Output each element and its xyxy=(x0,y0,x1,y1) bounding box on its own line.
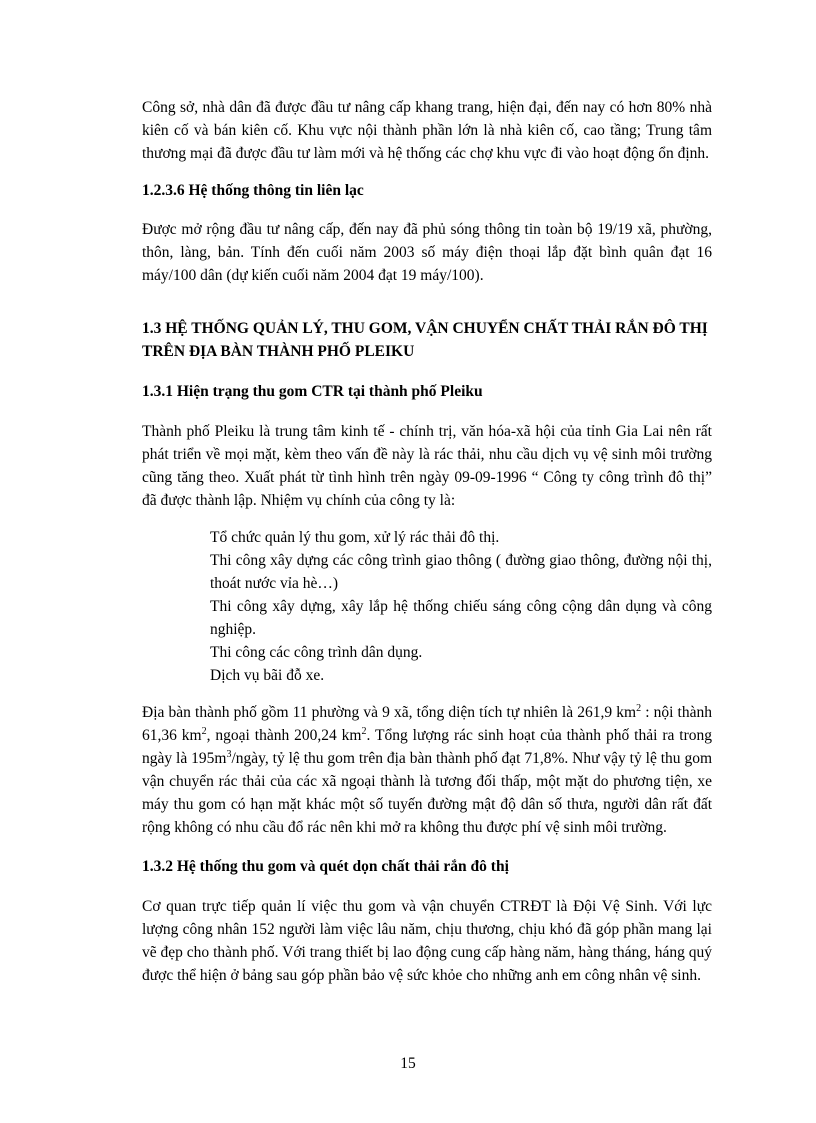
area-text-2: : nội thành 61,36 km xyxy=(142,704,712,744)
document-page xyxy=(142,96,712,987)
page-number: 15 xyxy=(400,1055,416,1072)
list-item: Thi công xây dựng các công trình giao thông ( đường giao thông, đường nội thị, thoát nước vỉa hè…) xyxy=(210,552,712,592)
paragraph-communication: Được mở rộng đầu tư nâng cấp, đến nay đã phủ sóng thông tin toàn bộ 19/19 xã, phường, thôn, làng, bản. Tính đến cuối năm 2003 số máy điện thoại lắp đặt bình quân đạt 16 máy/100 dân (dự kiến cuối năm 2004 đạt 19 máy/100). xyxy=(142,221,712,284)
task-list xyxy=(142,526,712,687)
area-text-5: /ngày, tỷ lệ thu gom trên địa bàn thành phố đạt 71,8%. Như vậy tỷ lệ thu gom vận chuyển rác thải của các xã ngoại thành là tương đối thấp, một mặt do phương tiện, xe máy thu gom có hạn mặt khác một số tuyến đường mật độ dân số thưa, người dân rất đất rộng không có nhu cầu đổ rác nên khi mở ra không thu được phí vệ sinh môi trường. xyxy=(142,750,713,836)
area-text-1: Địa bàn thành phố gồm 11 phường và 9 xã, tổng diện tích tự nhiên là 261,9 km xyxy=(142,704,637,721)
paragraph-sanitation-team: Cơ quan trực tiếp quản lí việc thu gom và vận chuyển CTRĐT là Đội Vệ Sinh. Với lực lượng công nhân 152 người làm việc lâu năm, chịu thương, chịu khó đã góp phần mang lại vẽ đẹp cho thành phố. Với trang thiết bị lao động cung cấp hàng năm, hàng tháng, háng quý được thể hiện ở bảng sau góp phần bảo vệ sức khỏe cho những anh em công nhân vệ sinh. xyxy=(142,898,712,984)
superscript: 3 xyxy=(226,748,232,760)
heading-1-3-2: 1.3.2 Hệ thống thu gom và quét dọn chất thải rắn đô thị xyxy=(142,858,509,875)
heading-1-3-1: 1.3.1 Hiện trạng thu gom CTR tại thành phố Pleiku xyxy=(142,383,483,400)
paragraph-area xyxy=(142,701,712,839)
superscript: 2 xyxy=(361,725,367,737)
area-text-4: . Tổng lượng rác sinh hoạt của thành phố thải ra trong ngày là 195m xyxy=(142,727,712,767)
heading-1-3: 1.3 HỆ THỐNG QUẢN LÝ, THU GOM, VẬN CHUYỂN CHẤT THẢI RẮN ĐÔ THỊ TRÊN ĐỊA BÀN THÀNH PHỐ PLEIKU xyxy=(142,320,708,360)
heading-1-2-3-6: 1.2.3.6 Hệ thống thông tin liên lạc xyxy=(142,182,364,199)
list-item: Tổ chức quản lý thu gom, xử lý rác thải đô thị. xyxy=(210,529,500,546)
paragraph-company: Thành phố Pleiku là trung tâm kinh tế - chính trị, văn hóa-xã hội của tỉnh Gia Lai nên rất phát triển về mọi mặt, kèm theo vấn đề này là rác thải, nhu cầu dịch vụ vệ sinh môi trường cũng tăng theo. Xuất phát từ tình hình trên ngày 09-09-1996 “ Công ty công trình đô thị” đã được thành lập. Nhiệm vụ chính của công ty là: xyxy=(142,423,712,509)
superscript: 2 xyxy=(201,725,207,737)
superscript: 2 xyxy=(636,702,642,714)
area-text-3: , ngoại thành 200,24 km xyxy=(206,727,362,744)
list-item: Thi công xây dựng, xây lắp hệ thống chiếu sáng công cộng dân dụng và công nghiệp. xyxy=(210,598,712,638)
paragraph-intro: Công sở, nhà dân đã được đầu tư nâng cấp khang trang, hiện đại, đến nay có hơn 80% nhà kiên cố và bán kiên cố. Khu vực nội thành phần lớn là nhà kiên cố, cao tầng; Trung tâm thương mại đã được đầu tư làm mới và hệ thống các chợ khu vực đi vào hoạt động ổn định. xyxy=(142,99,712,162)
list-item: Thi công các công trình dân dụng. xyxy=(210,644,423,661)
list-item: Dịch vụ bãi đỗ xe. xyxy=(210,667,325,684)
